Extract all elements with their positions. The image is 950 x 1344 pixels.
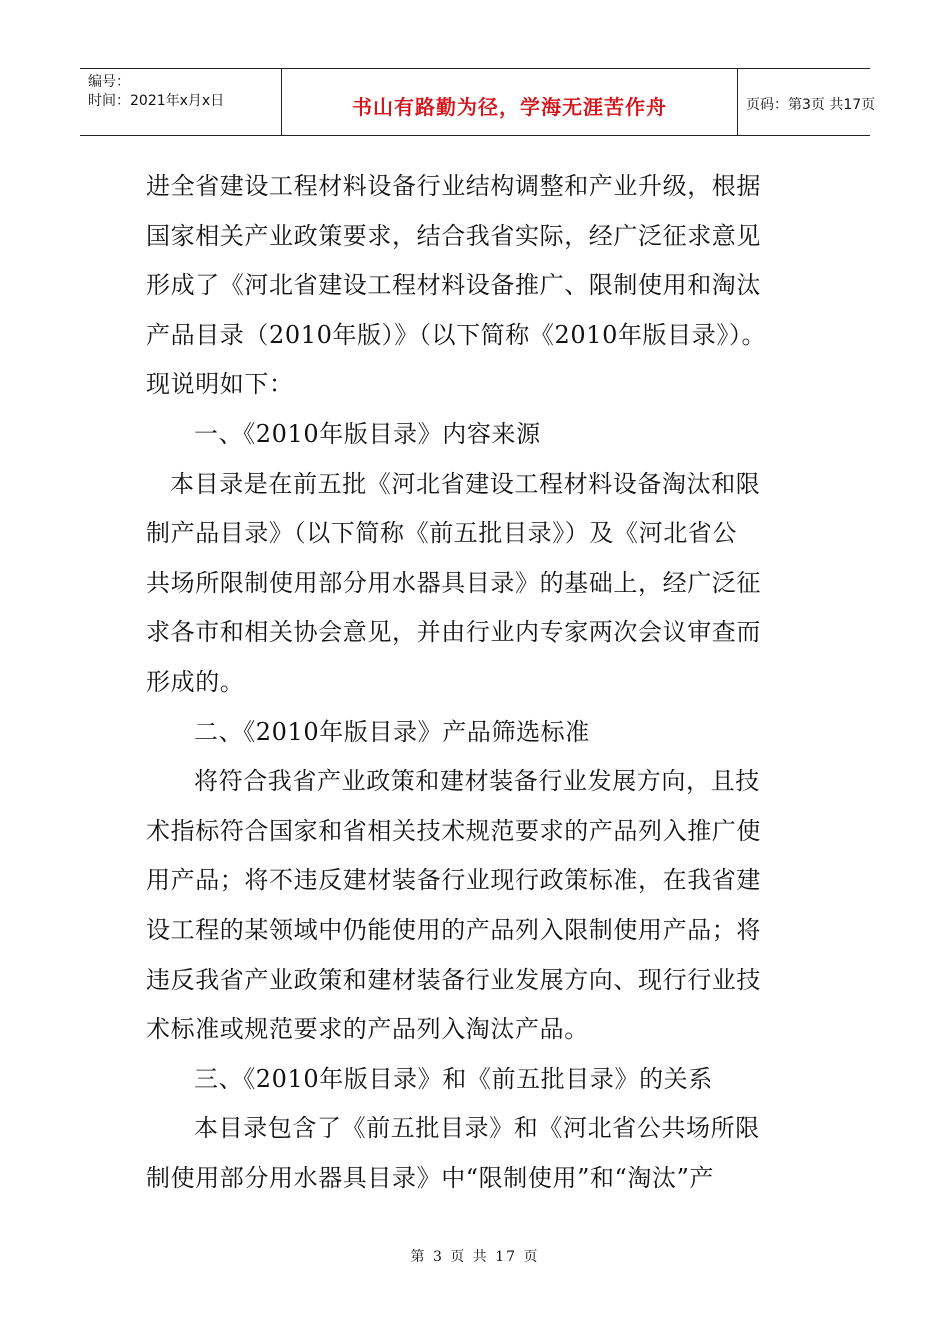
section-heading-2: 二、《2010年版目录》产品筛选标准	[194, 717, 590, 746]
body-line: 产品目录（2010年版）》（以下简称《2010年版目录》）。	[146, 320, 767, 349]
section-heading-3: 三、《2010年版目录》和《前五批目录》的关系	[194, 1064, 713, 1093]
page-footer: 第 3 页 共 17 页	[410, 1249, 540, 1265]
header-page-info: 页码：第3页 共17页	[746, 97, 876, 113]
body-line: 制产品目录》（以下简称《前五批目录》）及《河北省公	[146, 519, 737, 548]
body-line: 形成的。	[146, 667, 245, 696]
body-line: 求各市和相关协会意见，并由行业内专家两次会议审查而	[146, 618, 761, 647]
header-meta	[80, 69, 282, 135]
body-line: 共场所限制使用部分用水器具目录》的基础上，经广泛征	[146, 568, 761, 597]
header-motto: 书山有路勤为径，学海无涯苦作舟	[282, 69, 738, 135]
document-date: 时间：2021年x月x日	[88, 93, 225, 109]
body-line: 术指标符合国家和省相关技术规范要求的产品列入推广使	[146, 816, 761, 845]
body-line: 本目录是在前五批《河北省建设工程材料设备淘汰和限	[170, 469, 761, 498]
body-line: 形成了《河北省建设工程材料设备推广、限制使用和淘汰	[146, 271, 761, 300]
body-line: 现说明如下：	[146, 370, 294, 399]
body-line: 进全省建设工程材料设备行业结构调整和产业升级，根据	[146, 172, 761, 200]
document-number-label: 编号：	[88, 74, 130, 90]
body-line: 设工程的某领域中仍能使用的产品列入限制使用产品；将	[146, 915, 761, 944]
document-body	[146, 162, 826, 1203]
body-line: 将符合我省产业政策和建材装备行业发展方向，且技	[194, 767, 760, 796]
body-line: 国家相关产业政策要求，结合我省实际，经广泛征求意见	[146, 221, 761, 250]
body-line: 违反我省产业政策和建材装备行业发展方向、现行行业技	[146, 965, 761, 994]
body-line: 本目录包含了《前五批目录》和《河北省公共场所限	[194, 1114, 760, 1143]
body-line: 术标准或规范要求的产品列入淘汰产品。	[146, 1015, 589, 1044]
body-line: 用产品；将不违反建材装备行业现行政策标准，在我省建	[146, 866, 761, 895]
body-line: 制使用部分用水器具目录》中“限制使用”和“淘汰”产	[146, 1163, 715, 1192]
section-heading-1: 一、《2010年版目录》内容来源	[194, 419, 541, 448]
page-header	[80, 68, 876, 136]
